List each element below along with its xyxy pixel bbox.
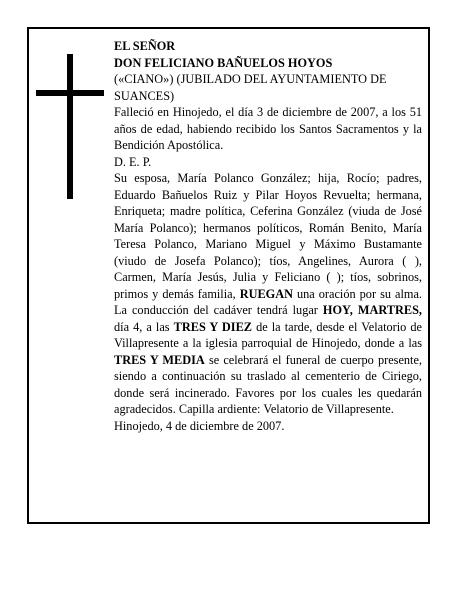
ruegan: RUEGAN: [239, 286, 293, 301]
obituary-text: [114, 38, 422, 434]
nickname-line: («CIANO») (JUBILADO DEL AYUNTAMIENTO DE SUANCES): [114, 72, 387, 103]
closing-line: Hinojedo, 4 de diciembre de 2007.: [114, 418, 285, 433]
tres-y-media: TRES Y MEDIA: [114, 352, 205, 367]
family-paragraph: [114, 170, 422, 418]
deceased-name: DON FELICIANO BAÑUELOS HOYOS: [114, 55, 333, 70]
death-notice: Falleció en Hinojedo, el día 3 de diciembre de 2007, a los 51 años de edad, habiendo recibido los Santos Sacramentos y la Bendición Apostólica.: [114, 105, 422, 152]
cross-vertical-bar: [67, 54, 73, 199]
prayer-part-1: una oración por su alma. La conducción del cadáver tendrá lugar: [114, 286, 422, 317]
cross-horizontal-bar: [36, 90, 104, 96]
prayer-part-2: día 4, a las: [114, 319, 174, 334]
tres-y-diez: TRES Y DIEZ: [173, 319, 252, 334]
prayer-part-3: de la tarde, desde el Velatorio de Villapresente a la iglesia parroquial de Hinojedo, donde a las: [114, 319, 422, 350]
honorific: EL SEÑOR: [114, 39, 176, 53]
cross-icon: [36, 54, 104, 199]
family-intro: Su esposa, María Polanco González; hija, Rocío; padres, Eduardo Bañuelos Ruiz y Pilar Hoyos Revuelta; hermana, Enriqueta; madre política, Ceferina González (viuda de José María Polanco); hermanos políticos, Román Benito, María Teresa Polanco, Mariano Miguel y Máximo Bustamante (viudo de Josefa Polanco); tíos, Angelines, Aurora ( ), Carmen, María Jesús, Julia y Feliciano ( ); tíos, sobrinos, primos y demás familia,: [114, 171, 422, 301]
hoy-martes: HOY, MARTRES,: [322, 303, 422, 317]
dep-line: D. E. P.: [114, 154, 152, 169]
prayer-part-4: se celebrará el funeral de cuerpo presente, siendo a continuación su traslado al cementerio de Ciriego, donde será incinerado. Favores por los cuales les quedarán agradecidos. Capilla ardiente: Velatorio de Villapresente.: [114, 352, 423, 416]
